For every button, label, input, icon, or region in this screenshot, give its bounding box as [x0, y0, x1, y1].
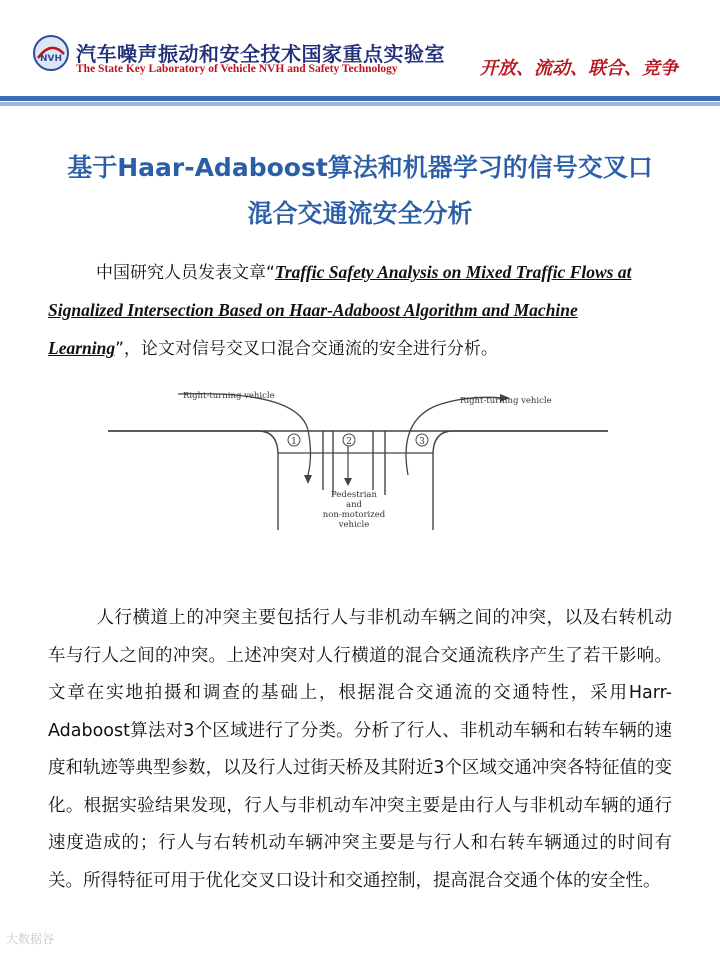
paper-title: Traffic Safety Analysis on Mixed Traffic Flows at Signalized Intersection Based on Haar-Adaboost Algorithm and Machine Learning	[48, 262, 632, 358]
article-title-line2: 混合交通流安全分析	[247, 199, 473, 228]
label-pedestrian-4: vehicle	[338, 520, 370, 530]
zone-2-label: 2	[346, 437, 352, 447]
slogan: 开放、流动、联合、竞争	[480, 58, 678, 79]
body-text: 人行横道上的冲突主要包括行人与非机动车辆之间的冲突，以及右转机动车与行人之间的冲突。上述冲突对人行横道的混合交通流秩序产生了若干影响。文章在实地拍摄和调查的基础上，根据混合交通流的交通特性，采用Harr-Adaboost算法对3个区域进行了分类。分析了行人、非机动车辆和右转车辆的速度和轨迹等典型参数，以及行人过街天桥及其附近3个区域交通冲突各特征值的变化。根据实验结果发现，行人与非机动车冲突主要是由行人与非机动车辆的通行速度造成的；行人与右转机动车辆冲突主要是与行人和右转车辆通过的时间有关。所得特征可用于优化交叉口设计和交通控制，提高混合交通个体的安全性。	[48, 608, 672, 891]
label-pedestrian-2: and	[346, 500, 362, 510]
label-pedestrian-1: Pedestrian	[331, 490, 377, 500]
label-left-vehicle: Right-turning vehicle	[183, 391, 275, 401]
intro-paragraph	[48, 254, 672, 368]
watermark: 大数据谷	[6, 932, 55, 946]
header-divider	[0, 96, 720, 101]
intersection-diagram	[108, 380, 608, 530]
label-pedestrian-3: non-motorized	[322, 510, 386, 520]
zone-3-label: 3	[419, 437, 425, 447]
header-divider-light	[0, 102, 720, 106]
intro-suffix: ”，论文对信号交叉口混合交通流的安全进行分析。	[115, 339, 498, 359]
zone-1-label: 1	[291, 437, 297, 447]
article-title-line1: 基于Haar-Adaboost算法和机器学习的信号交叉口	[67, 153, 653, 182]
header	[0, 0, 720, 108]
lab-name-en: The State Key Laboratory of Vehicle NVH and Safety Technology	[76, 63, 398, 75]
lab-logo-icon	[32, 34, 70, 72]
label-right-vehicle: Right-turning vehicle	[460, 396, 552, 406]
svg-text:NVH: NVH	[39, 54, 63, 64]
body-paragraph	[48, 600, 672, 900]
lab-name-cn: 汽车噪声振动和安全技术国家重点实验室	[76, 42, 445, 66]
intro-prefix: 中国研究人员发表文章“	[96, 263, 275, 283]
